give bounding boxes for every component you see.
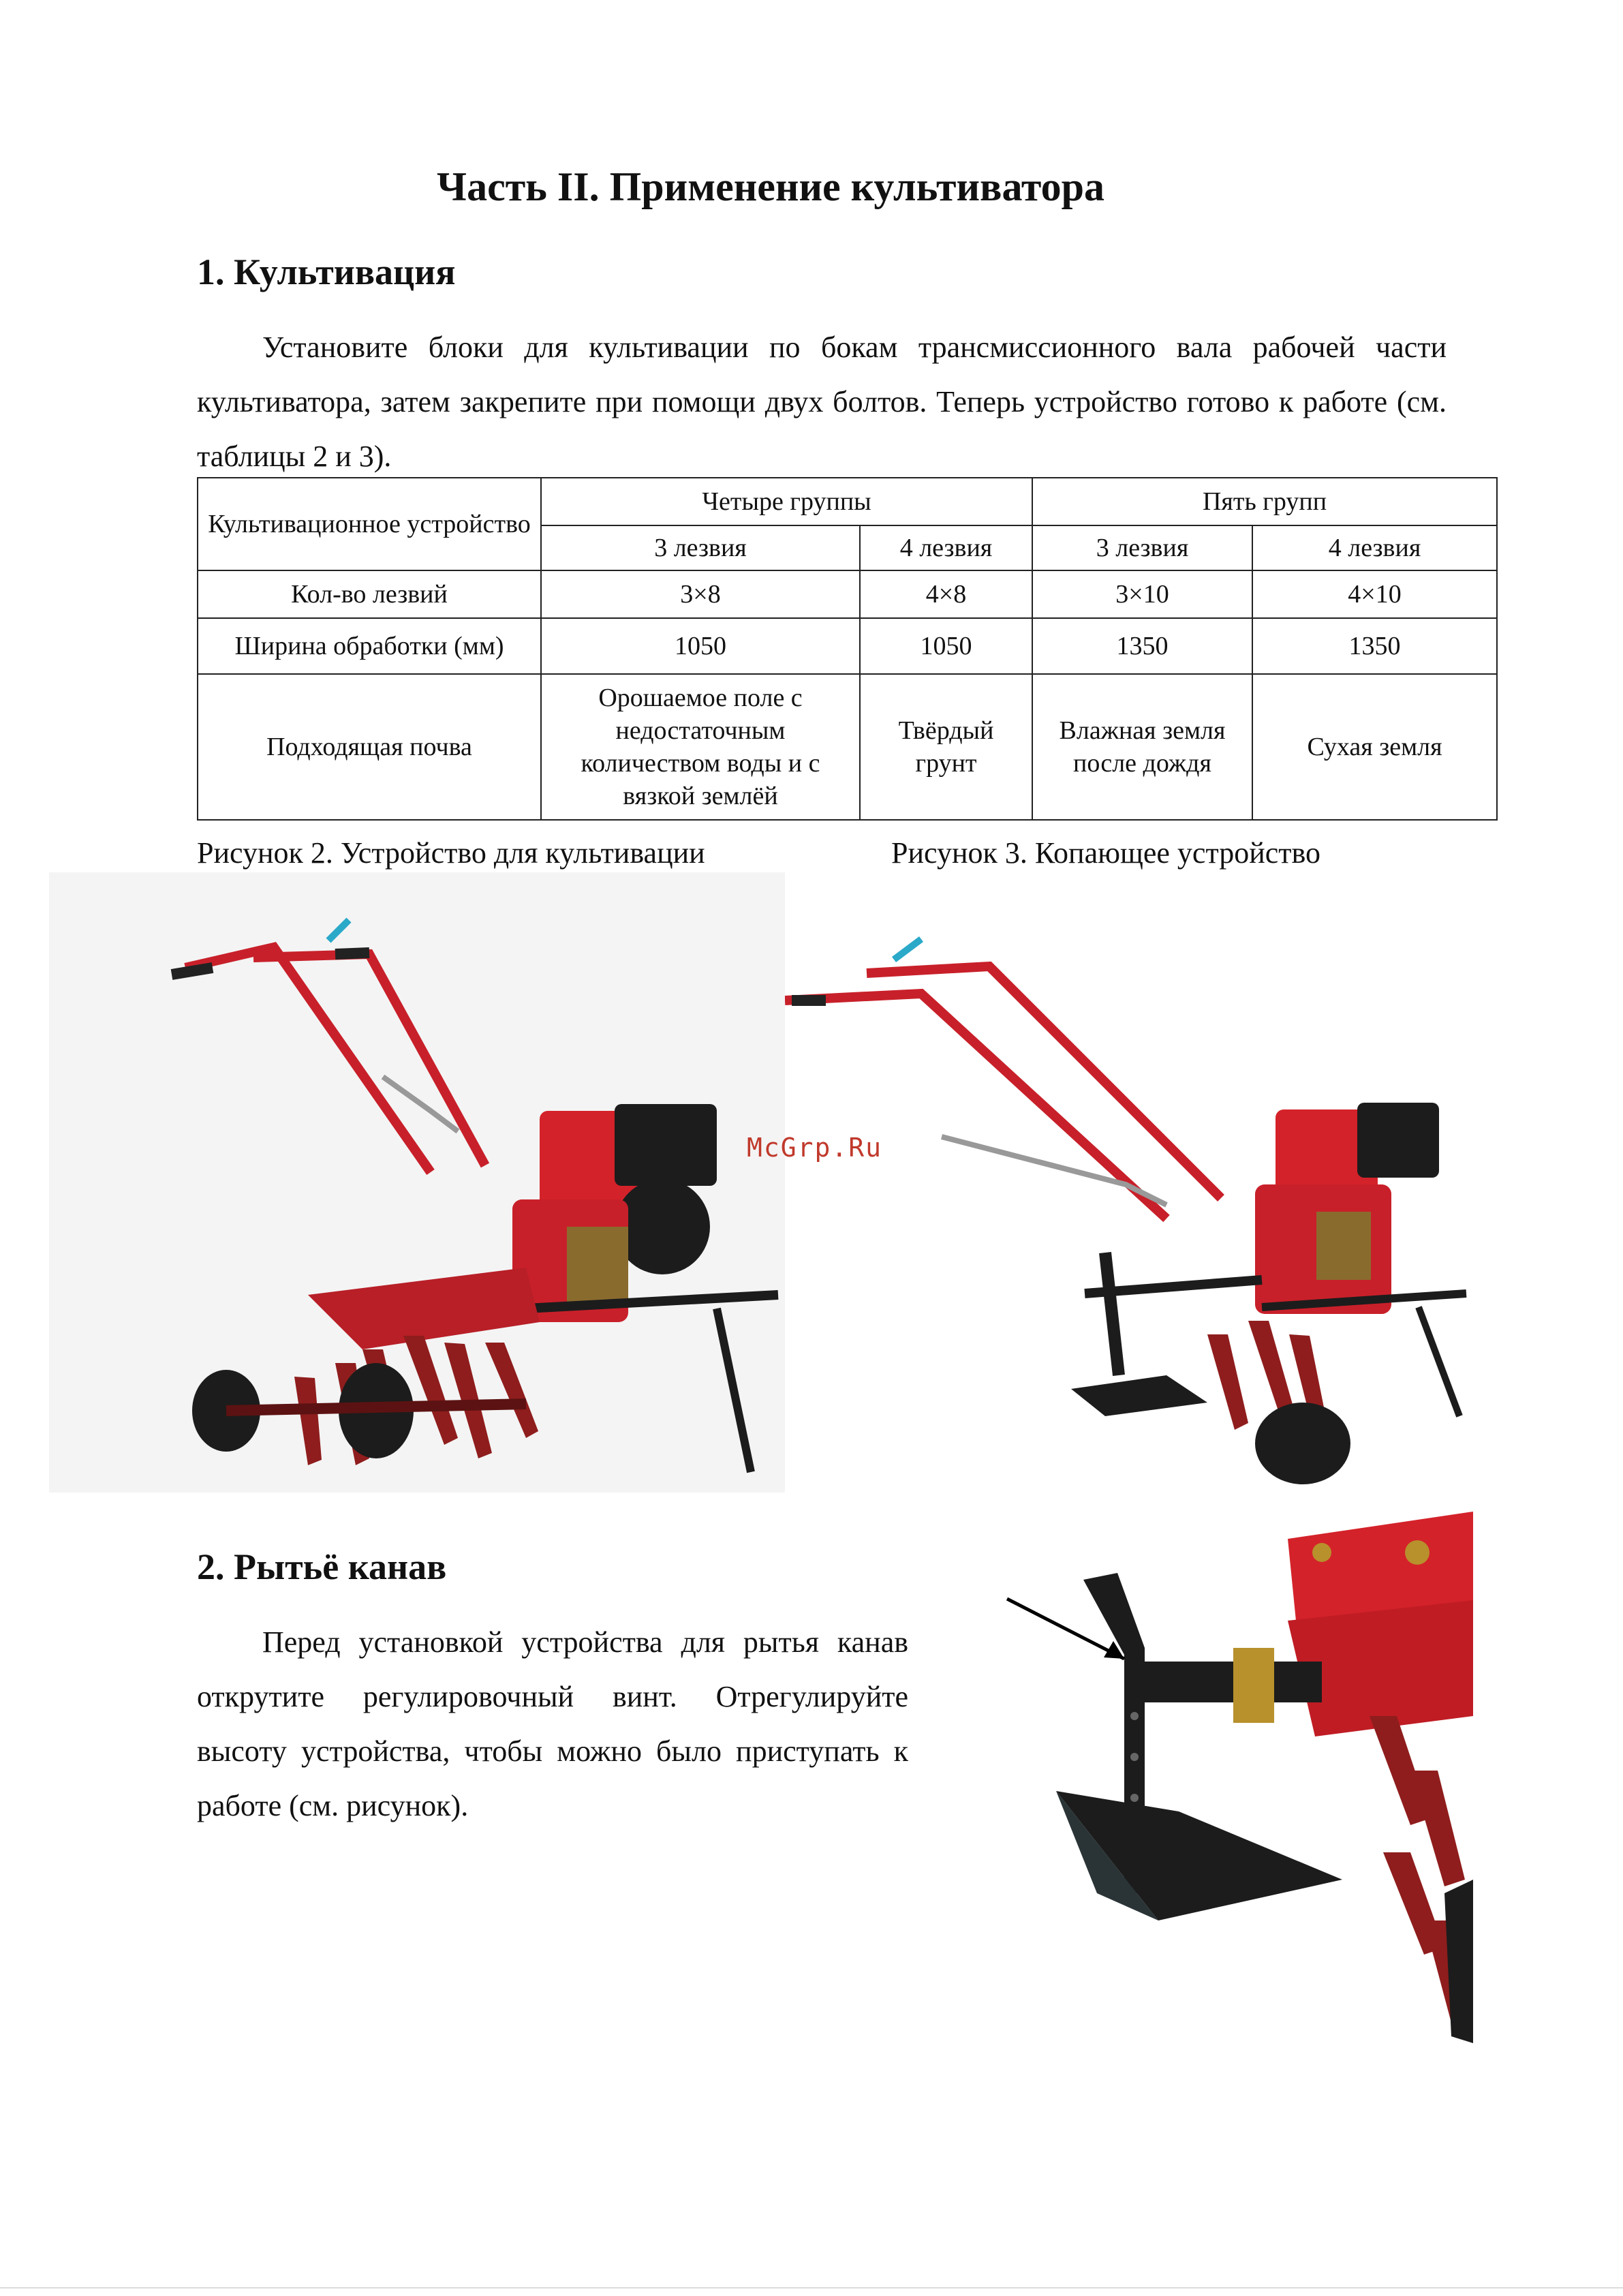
plough-closeup-image (1002, 1512, 1473, 2047)
table-cell: 1350 (1032, 618, 1252, 674)
figure-3-caption: Рисунок 3. Копающее устройство (891, 836, 1321, 870)
page-title: Часть II. Применение культиватора (437, 164, 1104, 209)
table-cell: Орошаемое поле с недостаточным количеством воды и с вязкой землёй (541, 674, 860, 820)
watermark: McGrp.Ru (747, 1133, 883, 1163)
table-subheader: 3 лезвия (541, 525, 860, 570)
table-row (198, 674, 1497, 820)
table-row-label: Кол-во лезвий (198, 570, 541, 618)
table-row (198, 570, 1497, 618)
table-subheader: 4 лезвия (860, 525, 1032, 570)
section-1-heading: 1. Культивация (197, 251, 456, 292)
page-bottom-rule (0, 2287, 1623, 2289)
table-row-label: Ширина обработки (мм) (198, 618, 541, 674)
table-corner-cell: Культивационное устройство (198, 478, 541, 570)
table-header-row (198, 478, 1497, 525)
figure-2-caption: Рисунок 2. Устройство для культивации (197, 836, 705, 870)
table-cell: 1350 (1252, 618, 1497, 674)
table-cell: 1050 (541, 618, 860, 674)
table-row (198, 618, 1497, 674)
table-cell: 4×10 (1252, 570, 1497, 618)
section-1-paragraph: Установите блоки для культивации по бокам трансмиссионного вала рабочей части культиватора, затем закрепите при помощи двух болтов. Теперь устройство готово к работе (см. таблицы 2 и 3). (197, 331, 1447, 473)
table-cell: 4×8 (860, 570, 1032, 618)
table-subheader: 4 лезвия (1252, 525, 1497, 570)
section-2-heading: 2. Рытьё канав (197, 1546, 447, 1587)
spec-table (197, 477, 1498, 821)
table-group-four: Четыре группы (541, 478, 1032, 525)
table-cell: 3×8 (541, 570, 860, 618)
table-cell: 1050 (860, 618, 1032, 674)
table-cell: 3×10 (1032, 570, 1252, 618)
table-cell: Влажная земля после дождя (1032, 674, 1252, 820)
table-subheader: 3 лезвия (1032, 525, 1252, 570)
table-cell: Твёрдый грунт (860, 674, 1032, 820)
cultivator-plough-image (785, 898, 1473, 1498)
table-row-label: Подходящая почва (198, 674, 541, 820)
table-group-five: Пять групп (1032, 478, 1497, 525)
cultivator-tiller-image (49, 872, 785, 1493)
section-2-paragraph: Перед установкой устройства для рытья канав открутите регулировочный винт. Отрегулируйте высоту устройства, чтобы можно было приступать к работе (см. рисунок). (197, 1625, 908, 1822)
table-cell: Сухая земля (1252, 674, 1497, 820)
